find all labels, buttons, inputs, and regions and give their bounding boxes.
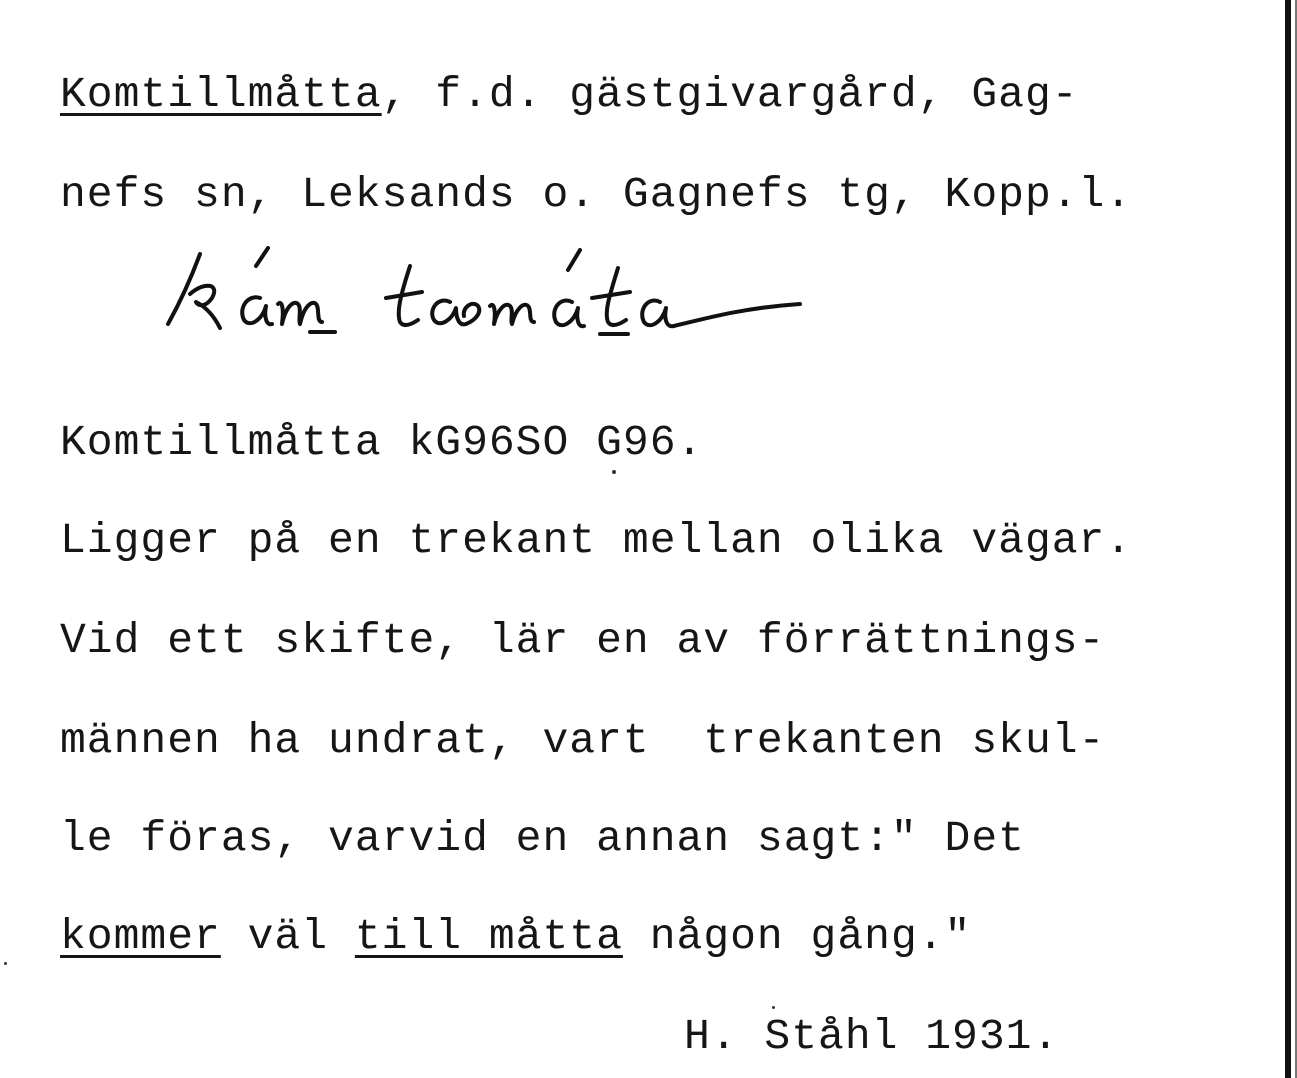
heading-rest: , f.d. gästgivargård, Gag- [381,70,1079,119]
handwritten-pronunciation [160,236,820,346]
heading-line [60,70,1079,120]
body-line-4: le föras, varvid en annan sagt:" Det [60,814,1025,863]
body-line-5-text-b: någon gång." [622,912,972,961]
signature: H. Ståhl 1931. [684,1012,1060,1061]
ink-speck [612,470,616,474]
body-line-5 [60,912,971,962]
ink-speck [4,962,7,965]
underlined-word-kommer: kommer [60,912,221,961]
parish-line: nefs sn, Leksands o. Gagnefs tg, Kopp.l. [60,170,1133,219]
card-edge-shadow [1285,0,1291,1078]
underlined-phrase-till-matta: till måtta [354,912,623,961]
body-line-5-text-a: väl [220,912,355,961]
body-line-2: Vid ett skifte, lär en av förrättnings- [60,616,1106,665]
place-name: Komtillmåtta [60,70,382,119]
map-reference-line: Komtillmåtta kG96SO G96. [60,418,704,467]
body-line-1: Ligger på en trekant mellan olika vägar. [60,516,1133,565]
body-line-3: männen ha undrat, vart trekanten skul- [60,716,1106,765]
ink-speck [772,1006,775,1009]
